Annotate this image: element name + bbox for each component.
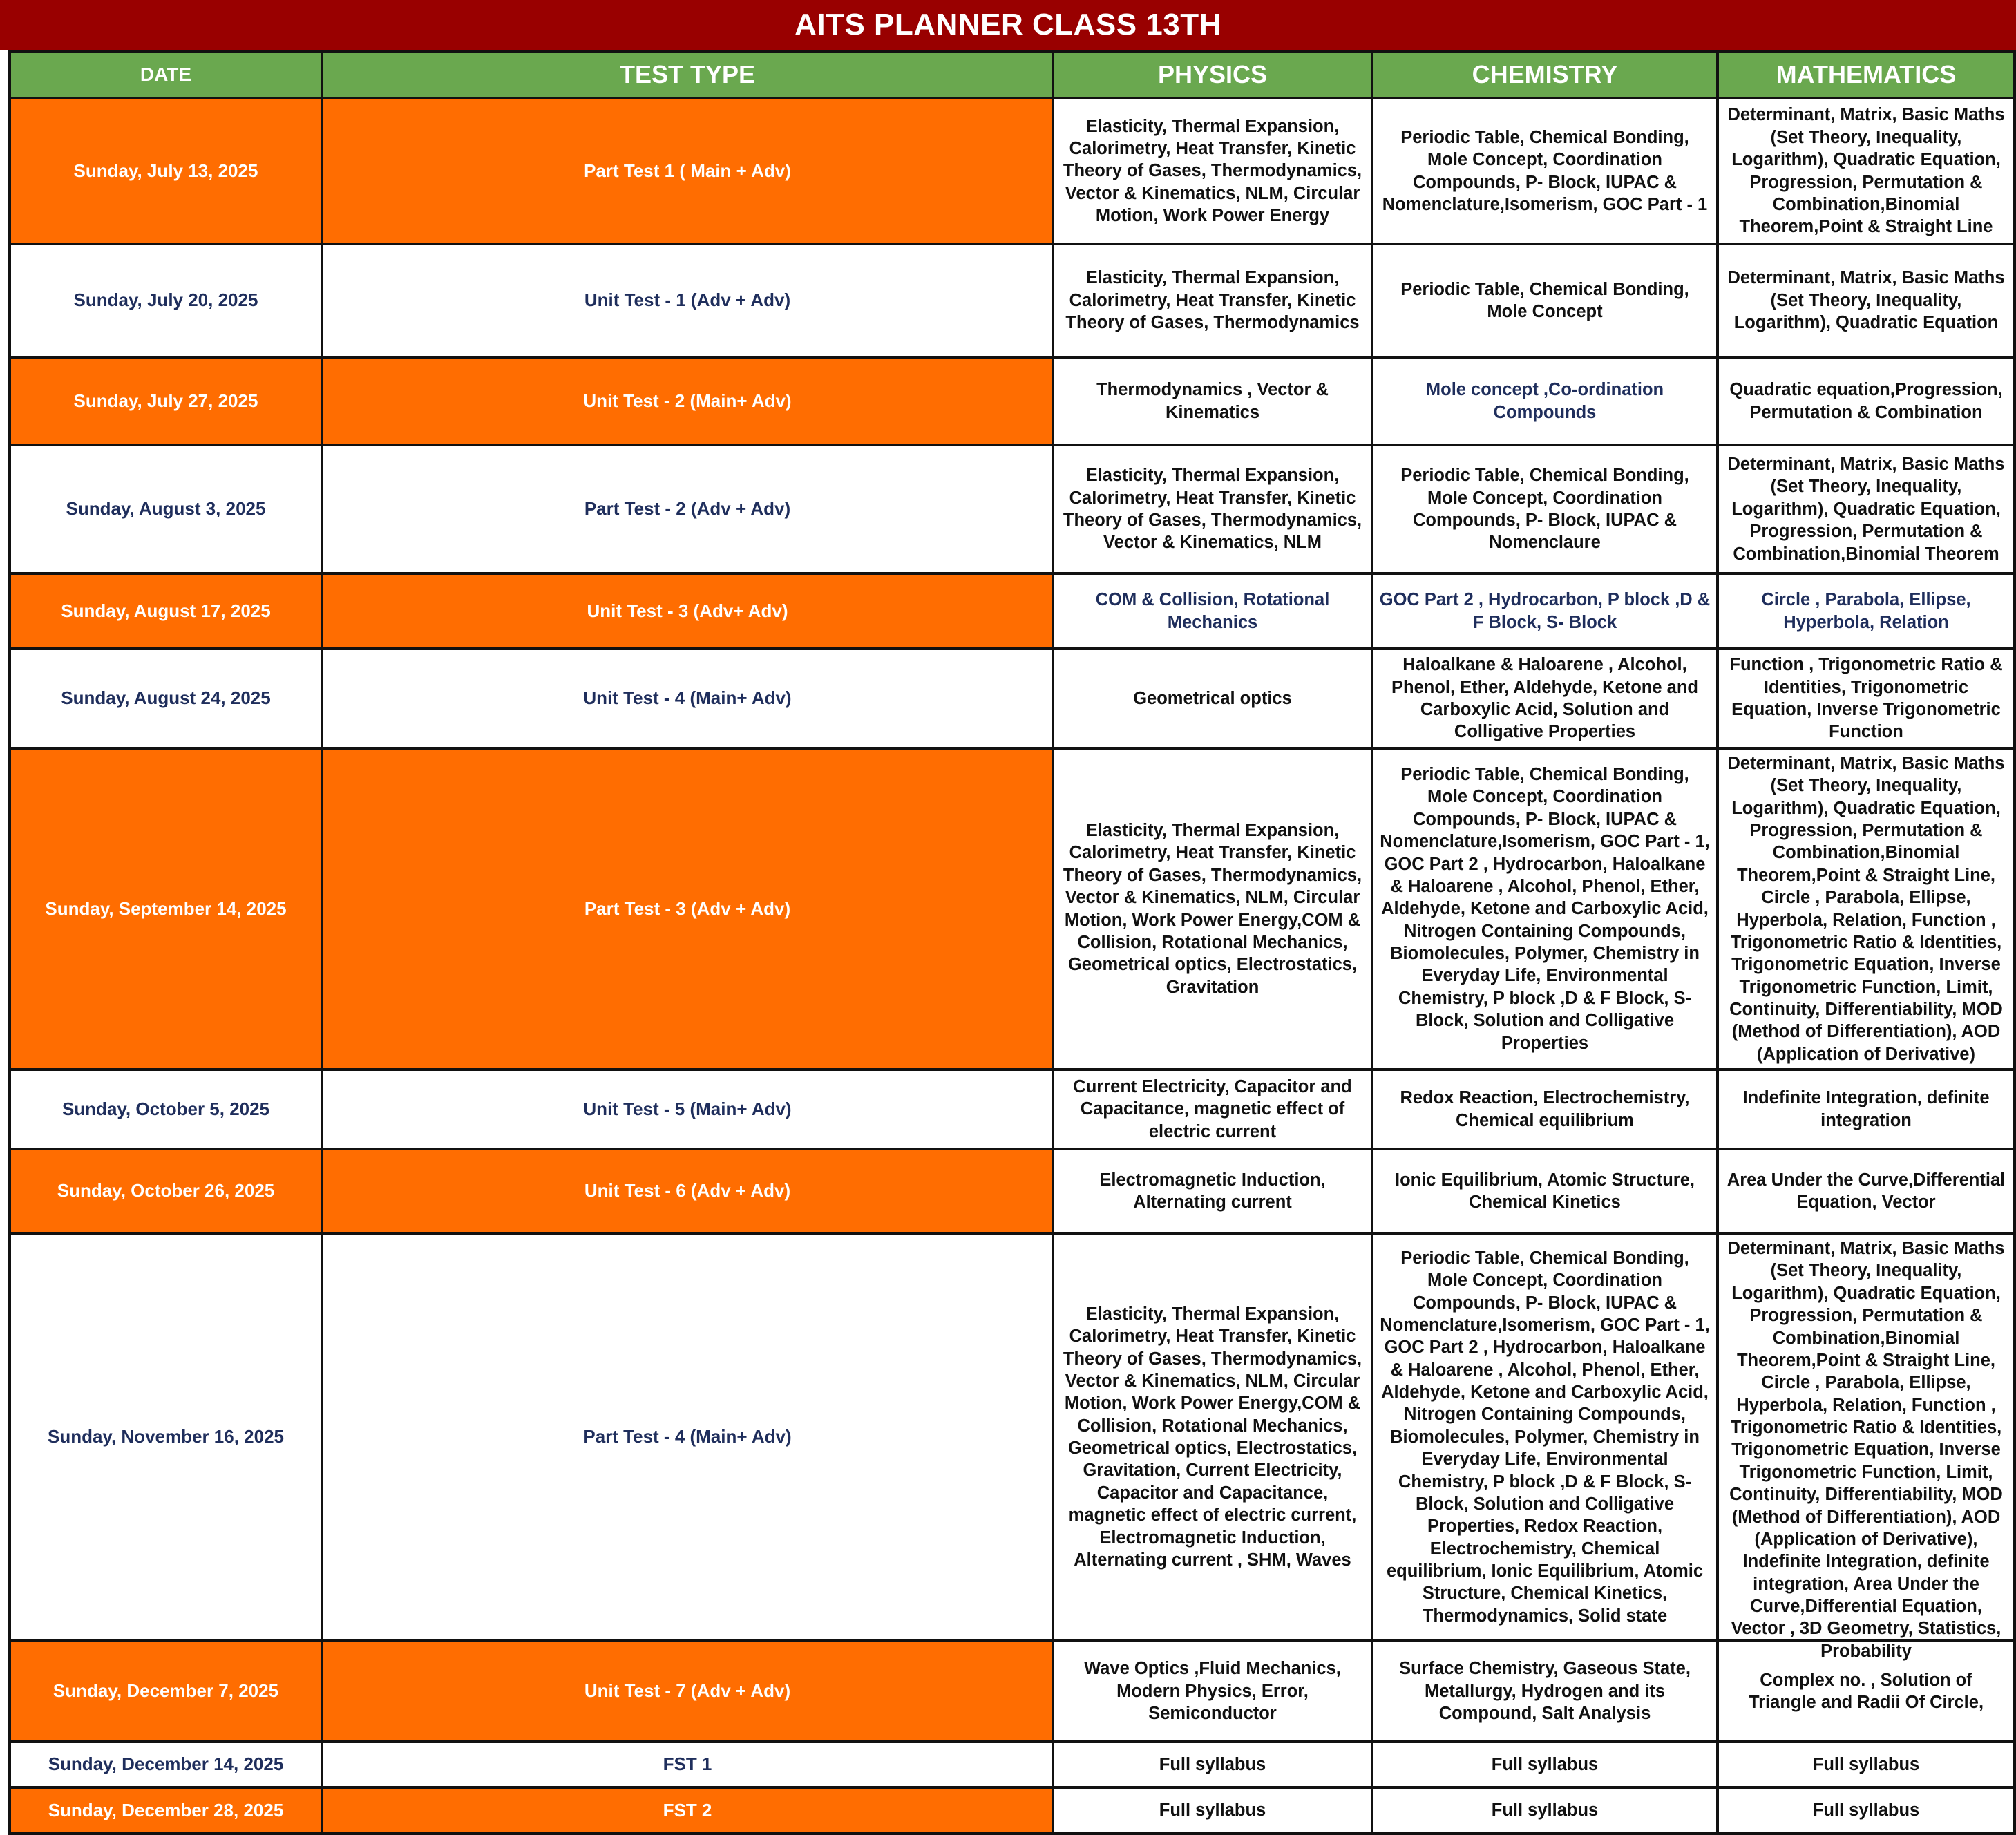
chemistry-cell: Mole concept ,Co-ordination Compounds — [1372, 357, 1718, 445]
mathematics-cell: Full syllabus — [1718, 1742, 2015, 1787]
table-row — [10, 1149, 2015, 1233]
physics-cell: Elasticity, Thermal Expansion, Calorimetry, Heat Transfer, Kinetic Theory of Gases, Thermodynamics, Vector & Kinematics, NLM, Circular Motion, Work Power Energy,COM & Collision, Rotational Mechanics, Geometrical optics, Electrostatics, Gravitation, Current Electricity, Capacitor and Capacitance, magnetic effect of electric current, Electromagnetic Induction, Alternating current , SHM, Waves — [1053, 1233, 1372, 1641]
test-type-cell: Unit Test - 7 (Adv + Adv) — [322, 1641, 1053, 1742]
physics-cell: Geometrical optics — [1053, 649, 1372, 748]
chemistry-cell: GOC Part 2 , Hydrocarbon, P block ,D & F Block, S- Block — [1372, 573, 1718, 649]
mathematics-cell: Full syllabus — [1718, 1787, 2015, 1834]
table-row — [10, 244, 2015, 357]
chemistry-cell: Full syllabus — [1372, 1787, 1718, 1834]
physics-cell: Elasticity, Thermal Expansion, Calorimetry, Heat Transfer, Kinetic Theory of Gases, Thermodynamics, Vector & Kinematics, NLM — [1053, 445, 1372, 573]
chemistry-cell: Periodic Table, Chemical Bonding, Mole Concept, Coordination Compounds, P- Block, IUPAC & Nomenclature,Isomerism, GOC Part - 1, GOC Part 2 , Hydrocarbon, Haloalkane & Haloarene , Alcohol, Phenol, Ether, Aldehyde, Ketone and Carboxylic Acid, Nitrogen Containing Compounds, Biomolecules, Polymer, Chemistry in Everyday Life, Environmental Chemistry, P block ,D & F Block, S- Block, Solution and Colligative Properties, Redox Reaction, Electrochemistry, Chemical equilibrium, Ionic Equilibrium, Atomic Structure, Chemical Kinetics, Thermodynamics, Solid state — [1372, 1233, 1718, 1641]
physics-cell: Current Electricity, Capacitor and Capacitance, magnetic effect of electric current — [1053, 1069, 1372, 1149]
test-type-cell: Part Test - 2 (Adv + Adv) — [322, 445, 1053, 573]
date-cell: Sunday, November 16, 2025 — [10, 1233, 322, 1641]
chemistry-cell: Surface Chemistry, Gaseous State, Metallurgy, Hydrogen and its Compound, Salt Analysis — [1372, 1641, 1718, 1742]
physics-cell: Full syllabus — [1053, 1787, 1372, 1834]
date-cell: Sunday, August 3, 2025 — [10, 445, 322, 573]
mathematics-cell: Determinant, Matrix, Basic Maths (Set Theory, Inequality, Logarithm), Quadratic Equation — [1718, 244, 2015, 357]
planner-table — [8, 50, 2016, 1835]
chemistry-cell: Haloalkane & Haloarene , Alcohol, Phenol, Ether, Aldehyde, Ketone and Carboxylic Acid, Solution and Colligative Properties — [1372, 649, 1718, 748]
date-cell: Sunday, August 24, 2025 — [10, 649, 322, 748]
table-row — [10, 1069, 2015, 1149]
test-type-cell: FST 1 — [322, 1742, 1053, 1787]
chemistry-cell: Ionic Equilibrium, Atomic Structure, Chemical Kinetics — [1372, 1149, 1718, 1233]
date-cell: Sunday, December 28, 2025 — [10, 1787, 322, 1834]
header-physics: PHYSICS — [1053, 51, 1372, 98]
test-type-cell: Part Test - 3 (Adv + Adv) — [322, 748, 1053, 1069]
chemistry-cell: Periodic Table, Chemical Bonding, Mole Concept — [1372, 244, 1718, 357]
mathematics-cell: Complex no. , Solution of Triangle and Radii Of Circle, — [1718, 1641, 2015, 1742]
physics-cell: COM & Collision, Rotational Mechanics — [1053, 573, 1372, 649]
chemistry-cell: Full syllabus — [1372, 1742, 1718, 1787]
physics-cell: Full syllabus — [1053, 1742, 1372, 1787]
physics-cell: Elasticity, Thermal Expansion, Calorimetry, Heat Transfer, Kinetic Theory of Gases, Thermodynamics, Vector & Kinematics, NLM, Circular Motion, Work Power Energy,COM & Collision, Rotational Mechanics, Geometrical optics, Electrostatics, Gravitation — [1053, 748, 1372, 1069]
mathematics-cell: Determinant, Matrix, Basic Maths (Set Theory, Inequality, Logarithm), Quadratic Equation, Progression, Permutation & Combination,Binomial Theorem,Point & Straight Line, Circle , Parabola, Ellipse, Hyperbola, Relation, Function , Trigonometric Ratio & Identities, Trigonometric Equation, Inverse Trigonometric Function, Limit, Continuity, Differentiability, MOD (Method of Differentiation), AOD (Application of Derivative) — [1718, 748, 2015, 1069]
table-row — [10, 1233, 2015, 1641]
mathematics-cell-text: Determinant, Matrix, Basic Maths (Set Theory, Inequality, Logarithm), Quadratic Equation, Progression, Permutation & Combination,Binomial Theorem,Point & Straight Line, Circle , Parabola, Ellipse, Hyperbola, Relation, Function , Trigonometric Ratio & Identities, Trigonometric Equation, Inverse Trigonometric Function, Limit, Continuity, Differentiability, MOD (Method of Differentiation), AOD (Application of Derivative), Indefinite Integration, definite integration, Area Under the Curve,Differential Equation, Vector , 3D Geometry, Statistics, Probability — [1727, 1239, 2005, 1661]
chemistry-cell: Periodic Table, Chemical Bonding, Mole Concept, Coordination Compounds, P- Block, IUPAC & Nomenclaure — [1372, 445, 1718, 573]
chemistry-cell: Periodic Table, Chemical Bonding, Mole Concept, Coordination Compounds, P- Block, IUPAC & Nomenclature,Isomerism, GOC Part - 1 — [1372, 98, 1718, 244]
test-type-cell: Unit Test - 2 (Main+ Adv) — [322, 357, 1053, 445]
date-cell: Sunday, September 14, 2025 — [10, 748, 322, 1069]
mathematics-cell: Determinant, Matrix, Basic Maths (Set Theory, Inequality, Logarithm), Quadratic Equation, Progression, Permutation & Combination,Binomial Theorem — [1718, 445, 2015, 573]
date-cell: Sunday, October 5, 2025 — [10, 1069, 322, 1149]
table-row — [10, 1787, 2015, 1834]
mathematics-cell: Determinant, Matrix, Basic Maths (Set Theory, Inequality, Logarithm), Quadratic Equation, Progression, Permutation & Combination,Binomial Theorem,Point & Straight Line — [1718, 98, 2015, 244]
test-type-cell: Part Test 1 ( Main + Adv) — [322, 98, 1053, 244]
test-type-cell: Unit Test - 4 (Main+ Adv) — [322, 649, 1053, 748]
header-chemistry: CHEMISTRY — [1372, 51, 1718, 98]
table-row — [10, 445, 2015, 573]
test-type-cell: Part Test - 4 (Main+ Adv) — [322, 1233, 1053, 1641]
mathematics-cell: Quadratic equation,Progression, Permutation & Combination — [1718, 357, 2015, 445]
date-cell: Sunday, October 26, 2025 — [10, 1149, 322, 1233]
date-cell: Sunday, July 13, 2025 — [10, 98, 322, 244]
mathematics-cell: Indefinite Integration, definite integration — [1718, 1069, 2015, 1149]
physics-cell: Wave Optics ,Fluid Mechanics, Modern Physics, Error, Semiconductor — [1053, 1641, 1372, 1742]
physics-cell: Elasticity, Thermal Expansion, Calorimetry, Heat Transfer, Kinetic Theory of Gases, Thermodynamics — [1053, 244, 1372, 357]
test-type-cell: Unit Test - 1 (Adv + Adv) — [322, 244, 1053, 357]
table-row — [10, 1641, 2015, 1742]
test-type-cell: FST 2 — [322, 1787, 1053, 1834]
date-cell: Sunday, July 27, 2025 — [10, 357, 322, 445]
physics-cell: Electromagnetic Induction, Alternating current — [1053, 1149, 1372, 1233]
table-row — [10, 98, 2015, 244]
header-date: DATE — [10, 51, 322, 98]
table-row — [10, 1742, 2015, 1787]
mathematics-cell: Area Under the Curve,Differential Equation, Vector — [1718, 1149, 2015, 1233]
mathematics-cell: Circle , Parabola, Ellipse, Hyperbola, Relation — [1718, 573, 2015, 649]
test-type-cell: Unit Test - 3 (Adv+ Adv) — [322, 573, 1053, 649]
mathematics-cell — [1718, 1233, 2015, 1661]
header-test-type: TEST TYPE — [322, 51, 1053, 98]
table-row — [10, 573, 2015, 649]
date-cell: Sunday, July 20, 2025 — [10, 244, 322, 357]
header-row — [10, 51, 2015, 98]
physics-cell: Thermodynamics , Vector & Kinematics — [1053, 357, 1372, 445]
physics-cell: Elasticity, Thermal Expansion, Calorimetry, Heat Transfer, Kinetic Theory of Gases, Thermodynamics, Vector & Kinematics, NLM, Circular Motion, Work Power Energy — [1053, 98, 1372, 244]
table-row — [10, 357, 2015, 445]
mathematics-cell: Function , Trigonometric Ratio & Identities, Trigonometric Equation, Inverse Trigonometric Function — [1718, 649, 2015, 748]
date-cell: Sunday, August 17, 2025 — [10, 573, 322, 649]
table-row — [10, 649, 2015, 748]
chemistry-cell: Redox Reaction, Electrochemistry, Chemical equilibrium — [1372, 1069, 1718, 1149]
chemistry-cell: Periodic Table, Chemical Bonding, Mole Concept, Coordination Compounds, P- Block, IUPAC & Nomenclature,Isomerism, GOC Part - 1, GOC Part 2 , Hydrocarbon, Haloalkane & Haloarene , Alcohol, Phenol, Ether, Aldehyde, Ketone and Carboxylic Acid, Nitrogen Containing Compounds, Biomolecules, Polymer, Chemistry in Everyday Life, Environmental Chemistry, P block ,D & F Block, S- Block, Solution and Colligative Properties — [1372, 748, 1718, 1069]
page-title: AITS PLANNER CLASS 13TH — [0, 0, 2016, 50]
date-cell: Sunday, December 7, 2025 — [10, 1641, 322, 1742]
test-type-cell: Unit Test - 6 (Adv + Adv) — [322, 1149, 1053, 1233]
header-mathematics: MATHEMATICS — [1718, 51, 2015, 98]
table-row — [10, 748, 2015, 1069]
test-type-cell: Unit Test - 5 (Main+ Adv) — [322, 1069, 1053, 1149]
date-cell: Sunday, December 14, 2025 — [10, 1742, 322, 1787]
